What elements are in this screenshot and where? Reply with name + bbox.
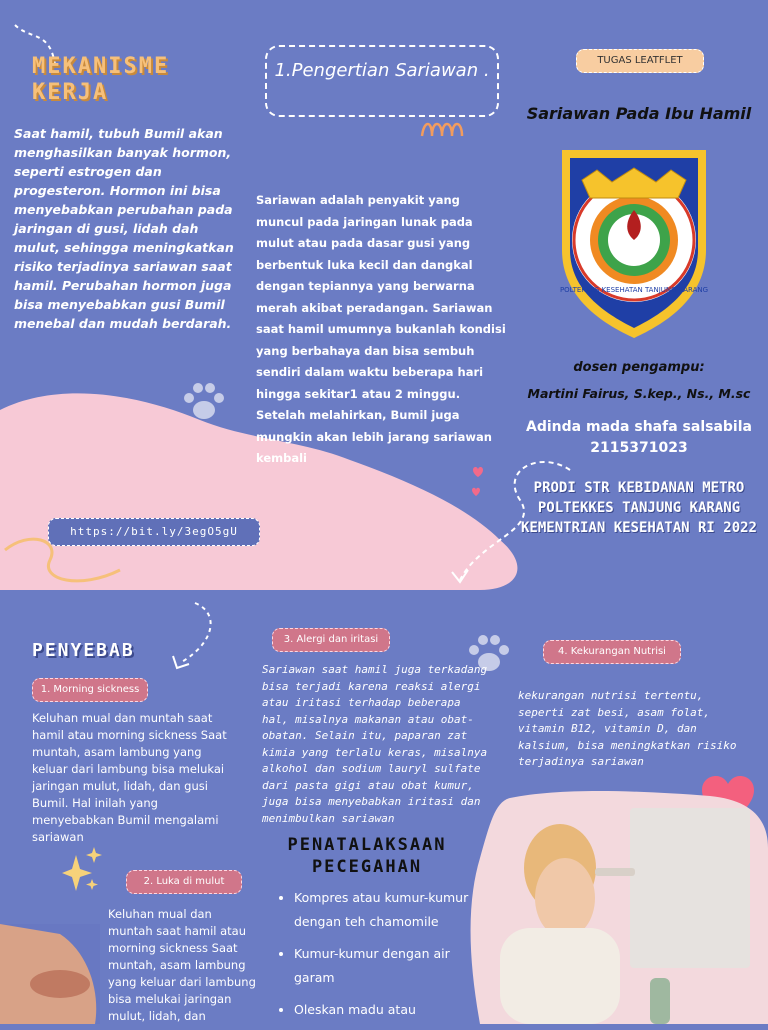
institution-text: PRODI STR KEBIDANAN METRO POLTEKKES TANJUNG KARANG KEMENTRIAN KESEHATAN RI 2022	[520, 480, 757, 536]
mekanisme-body: Saat hamil, tubuh Bumil akan menghasilkan banyak hormon, seperti estrogen dan progesteron. Hormon ini bisa menyebabkan perubahan pada jaringan di gusi, lidah dah mulut, sehingga meningkatkan risiko terjadinya sariawan saat hamil. Perubahan hormon juga bisa menyebabkan gusi Bumil menebal dan mudah berdarah.	[14, 126, 234, 331]
cause-body-luka-mulut: Keluhan mual dan muntah saat hamil atau morning sickness Saat muntah, asam lambung yang keluar dari lambung bisa melukai jaringan mulut, lidah, dan	[108, 907, 256, 1023]
dashed-arrow-icon	[165, 598, 225, 673]
mekanisme-title: MEKANISME KERJA	[32, 54, 170, 105]
list-item: • Kompres atau kumur-kumur dengan teh chamomile	[294, 886, 484, 934]
dosen-name: Martini Fairus, S.kep., Ns., M.sc	[527, 386, 751, 401]
pink-panel-shape	[470, 788, 768, 1024]
paw-icon	[180, 380, 228, 422]
cover-title: Sariawan Pada Ibu Hamil	[526, 104, 752, 123]
pengertian-title: 1.Pengertian Sariawan .	[274, 60, 490, 81]
cause-body-nutrisi: kekurangan nutrisi tertentu, seperti zat besi, asam folat, vitamin B12, vitamin D, dan kalsium, bisa meningkatkan risiko terjadinya sariawan	[518, 689, 737, 768]
cause-label-nutrisi: 4. Kekurangan Nutrisi	[543, 640, 681, 664]
cause-label-luka-mulut: 2. Luka di mulut	[126, 870, 242, 894]
penatalaksanaan-title-line1: PENATALAKSAAN	[287, 835, 447, 855]
cause-body-morning-sickness: Keluhan mual dan muntah saat hamil atau morning sickness Saat muntah, asam lambung yang keluar dari lambung bisa melukai jaringan mulut, lidah, dan gusi Bumil. Hal inilah yang menyebabkan Bumil mengalami sariawan	[32, 711, 227, 844]
emblem-text: POLTEKKES KESEHATAN TANJUNG KARANG	[559, 286, 709, 294]
penatalaksanaan-title	[262, 834, 472, 878]
cause-body-alergi: Sariawan saat hamil juga terkadang bisa terjadi karena reaksi alergi atau iritasi terhadap beberapa hal, misalnya makanan atau obat-obatan. Selain itu, paparan zat kimia yang terlalu keras, misalnya alkohol dan sodium lauryl sulfate dari pasta gigi atau obat kumur, juga bisa menyebabkan iritasi dan menimbulkan sariawan	[262, 663, 488, 825]
cause-label-morning-sickness: 1. Morning sickness	[32, 678, 148, 702]
pengertian-title-box	[265, 45, 499, 117]
student-name: Adinda mada shafa salsabila	[526, 419, 752, 435]
student-id: 2115371023	[590, 440, 688, 456]
photo-fragment-face	[0, 924, 100, 1024]
tugas-tag: TUGAS LEATFLET	[576, 49, 704, 73]
cause-label-alergi: 3. Alergi dan iritasi	[272, 628, 390, 652]
penyebab-title: PENYEBAB	[32, 640, 135, 661]
pengertian-body: Sariawan adalah penyakit yang muncul pada jaringan lunak pada mulut atau pada dasar gusi yang berbentuk luka kecil dan dangkal dengan tepiannya yang berwarna merah akibat peradangan. Sariawan saat hamil umumnya bukanlah kondisi yang berbahaya dan bisa sembuh sendiri dalam waktu beberapa hari hingga sekitar1 atau 2 minggu. Setelah melahirkan, Bumil juga mungkin akan lebih jarang sariawan kembali	[256, 193, 506, 465]
sparkle-icon	[60, 845, 106, 895]
list-item: • Kumur-kumur dengan air garam	[294, 942, 484, 990]
dosen-label: dosen pengampu:	[573, 360, 705, 375]
orange-squiggle-icon	[420, 118, 470, 140]
poltekkes-emblem-logo	[552, 140, 716, 340]
list-item: • Oleskan madu atau	[294, 998, 484, 1022]
penatalaksanaan-list	[276, 886, 484, 1030]
url-link[interactable]: https://bit.ly/3egO5gU	[48, 518, 260, 546]
penatalaksanaan-title-line2: PECEGAHAN	[311, 857, 423, 877]
